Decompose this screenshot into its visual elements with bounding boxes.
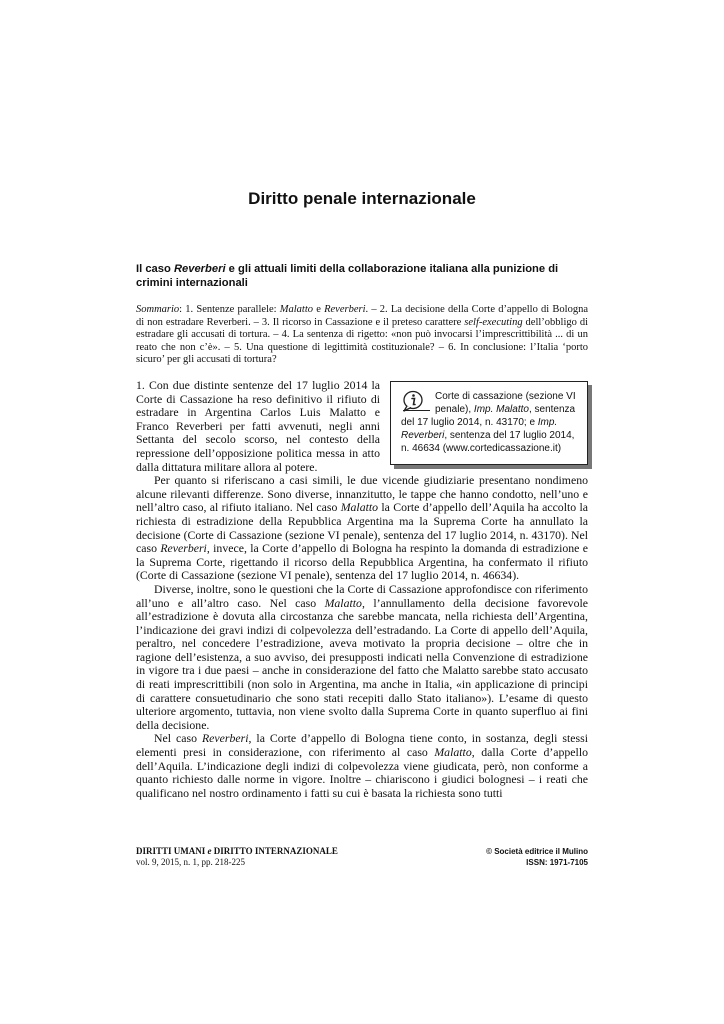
- paragraph-4: [136, 732, 588, 800]
- paragraph-4-b: Reverberi: [201, 731, 249, 746]
- article-title-post: e gli attuali limiti della collaborazione italiana alla punizione di crimini internazionali: [136, 263, 559, 289]
- summary-text-2: . – 2. La decisione della Corte d’appello di Bologna di non estradare Reverberi. – 3. Il ricorso in Cassazione e il preteso carattere: [136, 304, 589, 328]
- journal-name-b: DIRITTO INTERNAZIONALE: [211, 846, 338, 856]
- journal-volume: vol. 9, 2015, n. 1, pp. 218-225: [136, 857, 245, 867]
- paragraph-4-e: , dalla Corte d’appello dell’Aquila. L’indicazione degli indizi di colpevolezza viene giudicata, però, non conforme a quanto richiesto dalle norme in vigore. Inoltre – chiariscono i giudici bolognesi – i reati che qualificano nel nostro ordinamento i fatti su cui è basata la richiesta sono tutti: [136, 745, 588, 800]
- paragraph-4-c: , la Corte d’appello di Bologna tiene conto, in sostanza, degli stessi elementi presi in considerazione, con riferimento al caso: [136, 731, 588, 760]
- article-body: [136, 379, 588, 800]
- paragraph-3: [136, 583, 588, 733]
- reference-text-1: Corte di cassazione (sezione VI penale),: [435, 391, 576, 415]
- article-title: [136, 262, 588, 290]
- publisher: © Società editrice il Mulino: [486, 847, 588, 856]
- summary-malatto: Malatto: [279, 304, 314, 315]
- footer-right: [486, 846, 588, 868]
- article-title-italic: Reverberi: [173, 263, 226, 275]
- footer-left: [136, 846, 338, 868]
- summary-label: Sommario: [136, 304, 180, 315]
- reference-text-3: , sentenza del 17 luglio 2014, n. 46634 (www.cortedicassazione.it): [401, 430, 575, 454]
- paragraph-4-a: Nel caso: [154, 731, 202, 746]
- paragraph-1: 1. Con due distinte sentenze del 17 luglio 2014 la Corte di Cassazione ha reso definitivo il rifiuto di estradare in Argentina Carlos Luis Malatto e Franco Reverberi per fatti avvenuti, negli anni Settanta del secolo scorso, nel contesto della repressione dell’opposizione politica messa in atto dalla dittatura militare allora al potere.: [136, 378, 380, 474]
- paragraph-2-a: Per quanto si riferiscano a casi simili, le due vicende giudiziarie presentano nondimeno alcune rilevanti differenze. Sono diverse, innanzitutto, le tappe che hanno condotto, nell’uno e nell’altro caso, al rifiuto italiano. Nel caso: [136, 473, 588, 515]
- reference-italic-2: Imp. Reverberi: [401, 417, 558, 441]
- journal-name-a: DIRITTI UMANI: [136, 846, 208, 856]
- journal-name-e: e: [207, 846, 212, 856]
- article-title-pre: Il caso: [136, 263, 174, 275]
- summary-self-executing: self-executing: [464, 316, 523, 328]
- summary-text-1: : 1. Sentenze parallele:: [179, 304, 280, 315]
- paragraph-3-b: Malatto: [324, 595, 362, 610]
- paragraph-2-d: Reverberi: [160, 541, 207, 556]
- reference-box: [390, 381, 588, 465]
- summary-reverberi: Reverberi: [324, 304, 366, 315]
- paragraph-2-b: Malatto: [340, 500, 379, 515]
- reference-text-2: , sentenza del 17 luglio 2014, n. 43170; e: [401, 404, 576, 428]
- issn: ISSN: 1971-7105: [526, 858, 588, 867]
- section-title: Diritto penale internazionale: [248, 189, 476, 208]
- summary-text-3: dell’obbligo di estradare gli accusati di tortura. – 4. La sentenza di rigetto: «non può invocarsi l’imprescrittibilità ... di un reato che non c’è». – 5. Una questione di legittimità costituzionale? – 6. In conclusione: l’Italia ‘porto sicuro’ per gli accusati di tortura?: [136, 316, 589, 365]
- paragraph-2: [136, 474, 588, 583]
- journal-name: [136, 846, 338, 857]
- reference-italic-1: Imp. Malatto: [473, 404, 529, 415]
- paragraph-3-c: , l’annullamento della decisione favorevole all’estradizione è dovuta alla circostanza che sarebbe mancata, nella richiesta dell’Argentina, l’indicazione dei gravi indizi di colpevolezza dell’estradando. La Corte di appello dell’Aquila, peraltro, nel concedere l’estradizione, aveva motivato la propria decisione – oltre che in ragione dell’esistenza, a suo avviso, dei presupposti indicati nella Convenzione di estradizione in vigore tra i due paesi – anche in considerazione del fatto che Malatto sarebbe stato accusato di reati imprescrittibili (non solo in Argentina, ma anche in Italia, «in applicazione di principi di carattere consuetudinario che sono stati recepiti dallo Stato italiano»). L’esame di questo ulteriore argomento, tuttavia, non viene svolto dalla Suprema Corte in quanto superfluo ai fini della decisione.: [136, 595, 588, 732]
- paragraph-2-c: la Corte d’appello dell’Aquila ha accolto la richiesta di estradizione della Repubblica Argentina ma la Suprema Corte ha annullato la decisione (Corte di Cassazione (sezione VI penale), sentenza del 17 luglio 2014, n. 43170). Nel caso: [136, 500, 588, 556]
- paragraph-3-a: Diverse, inoltre, sono le questioni che la Corte di Cassazione approfondisce con riferimento all’uno e all’altro caso. Nel caso: [136, 581, 588, 610]
- info-icon: [401, 390, 431, 412]
- paragraph-2-e: , invece, la Corte d’appello di Bologna ha respinto la domanda di estradizione e la Suprema Corte, rigettando il ricorso della Repubblica Argentina, ha confermato il rifiuto (Corte di Cassazione (sezione VI penale), sentenza del 17 luglio 2014, n. 46634).: [136, 541, 588, 583]
- summary: [136, 304, 588, 367]
- summary-and: e: [313, 304, 325, 315]
- paragraph-4-d: Malatto: [434, 745, 472, 760]
